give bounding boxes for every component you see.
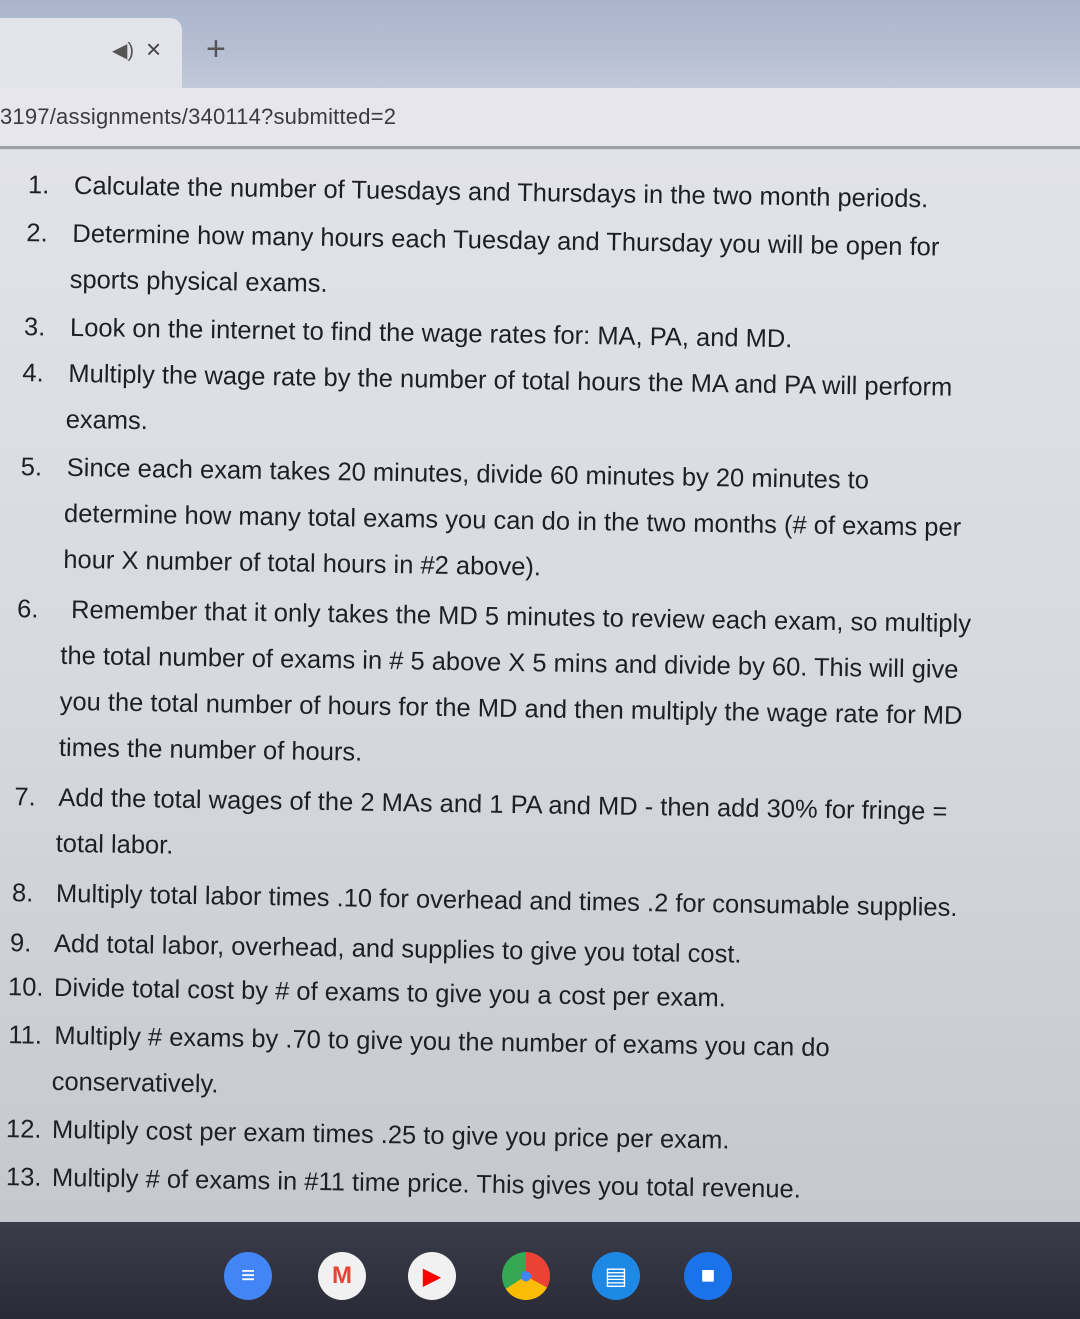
divider [0, 146, 1080, 149]
youtube-app-button[interactable] [408, 1252, 456, 1300]
step-text: Determine how many hours each Tuesday and Thursday you will be open for [72, 219, 940, 262]
step-11 [7, 1012, 1008, 1120]
classroom-icon: ▤ [604, 1262, 628, 1290]
step-number: 12. [5, 1115, 42, 1144]
step-number: 8. [11, 879, 34, 908]
chrome-app-button[interactable] [502, 1252, 550, 1300]
step-2 [25, 210, 1026, 318]
step-text: Add the total wages of the 2 MAs and 1 PA and MD - then add 30% for fringe = [58, 783, 948, 826]
step-5 [19, 444, 1021, 598]
step-text: Since each exam takes 20 minutes, divide 60 minutes by 20 minutes to [66, 453, 870, 495]
step-text: exams. [65, 405, 149, 436]
step-text: conservatively. [51, 1067, 219, 1099]
youtube-icon: ▶ [422, 1262, 442, 1290]
step-text: times the number of hours. [58, 733, 363, 767]
step-number: 9. [9, 929, 32, 958]
tab-audio-icon[interactable]: ◀) [112, 40, 135, 62]
address-bar[interactable] [0, 88, 1080, 146]
docs-icon: ≡ [240, 1262, 255, 1289]
step-number: 4. [22, 359, 44, 388]
step-text: Multiply the wage rate by the number of total hours the MA and PA will perform [68, 359, 953, 402]
step-text: you the total number of hours for the MD and then multiply the wage rate for MD [59, 687, 963, 731]
files-app-button[interactable] [684, 1252, 732, 1300]
step-text: sports physical exams. [69, 265, 328, 298]
step-number: 5. [20, 453, 43, 482]
step-text: the total number of exams in # 5 above X 5 mins and divide by 60. This will give [60, 641, 959, 684]
step-number: 2. [26, 219, 48, 248]
step-text: Look on the internet to find the wage rates for: MA, PA, and MD. [69, 313, 793, 354]
os-shelf [0, 1222, 1080, 1319]
step-text: Add total labor, overhead, and supplies to give you total cost. [53, 929, 742, 969]
chrome-icon: ● [518, 1262, 534, 1289]
step-text: Remember that it only takes the MD 5 minutes to review each exam, so multiply [70, 596, 972, 639]
step-text: Multiply # of exams in #11 time price. This gives you total revenue. [51, 1163, 802, 1204]
classroom-app-button[interactable] [592, 1252, 640, 1300]
step-text: determine how many total exams you can do in the two months (# of exams per [63, 499, 962, 542]
docs-app-button[interactable] [224, 1252, 272, 1300]
step-text: hour X number of total hours in #2 above). [63, 545, 542, 582]
new-tab-icon[interactable]: + [206, 30, 226, 68]
step-number: 3. [23, 313, 46, 342]
step-number: 6. [16, 595, 39, 624]
step-7 [13, 774, 1014, 882]
step-text: Divide total cost by # of exams to give you a cost per exam. [53, 973, 727, 1013]
step-text: Calculate the number of Tuesdays and Thursdays in the two month periods. [73, 171, 929, 214]
step-text: Multiply total labor times .10 for overhead and times .2 for consumable supplies. [55, 879, 958, 922]
step-text: total labor. [55, 829, 174, 860]
step-number: 10. [7, 973, 44, 1002]
step-text: Multiply cost per exam times .25 to give you price per exam. [51, 1115, 730, 1155]
tab-strip [0, 0, 1080, 88]
step-text: Multiply # exams by .70 to give you the number of exams you can do [54, 1021, 830, 1063]
step-number: 11. [8, 1021, 43, 1050]
step-number: 7. [14, 783, 36, 812]
step-4 [21, 350, 1022, 458]
assignment-content [0, 150, 1080, 1222]
step-number: 13. [5, 1163, 42, 1192]
step-number: 1. [27, 171, 50, 200]
url-text[interactable]: 3197/assignments/340114?submitted=2 [0, 104, 397, 129]
step-6 [15, 586, 1018, 786]
gmail-app-button[interactable] [318, 1252, 366, 1300]
files-icon: ■ [700, 1262, 716, 1289]
tab-close-icon[interactable]: × [146, 34, 162, 64]
gmail-icon: M [332, 1262, 352, 1289]
